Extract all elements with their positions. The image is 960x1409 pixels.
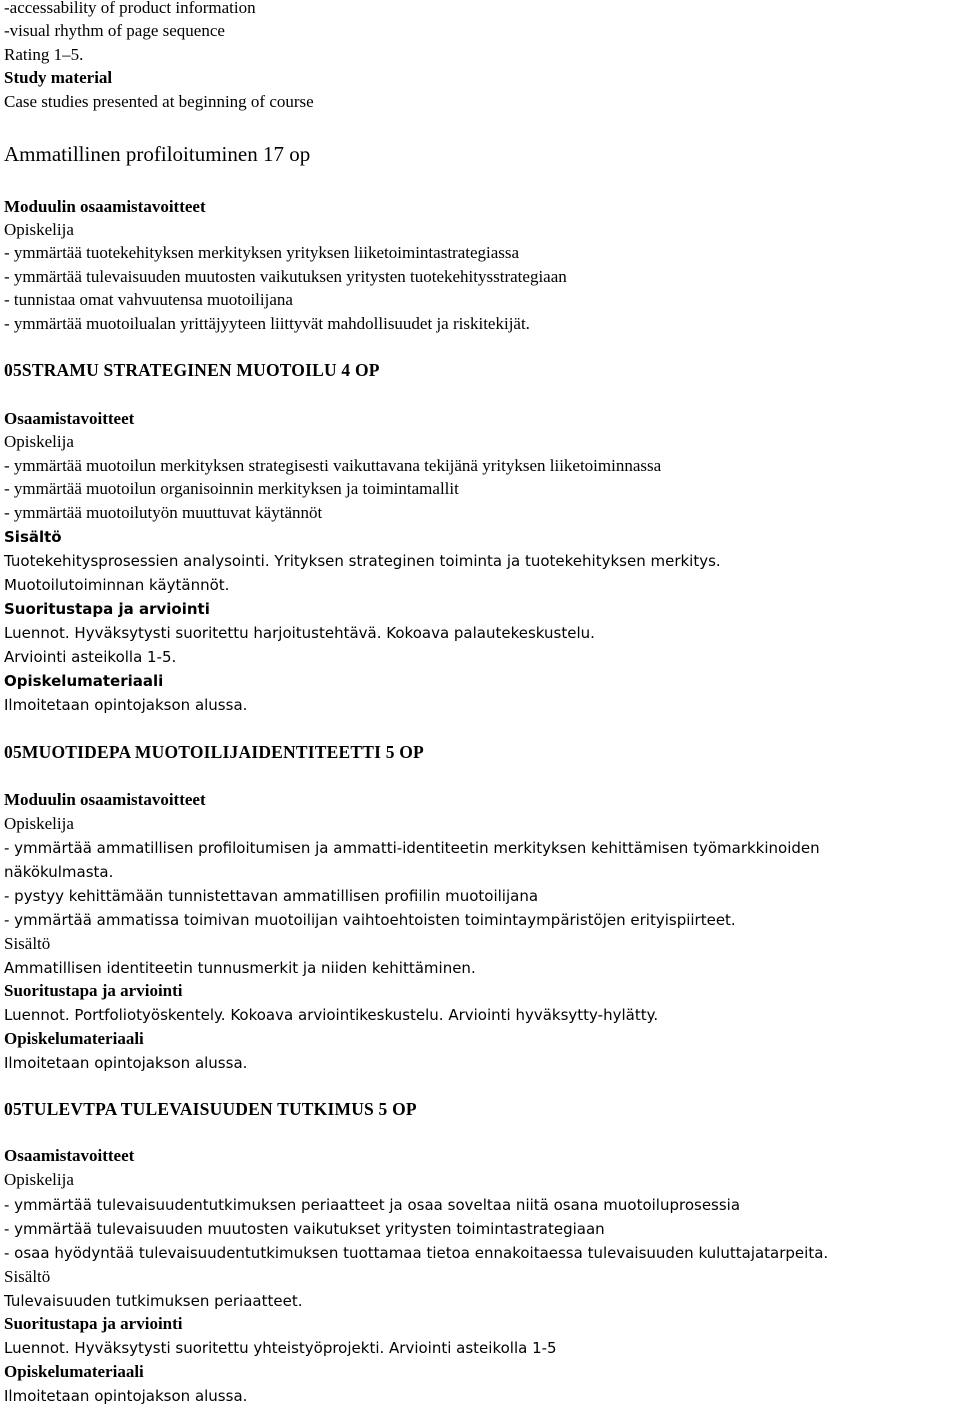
goal-item: - pystyy kehittämään tunnistettavan ammatillisen profiilin muotoilijana: [4, 887, 539, 905]
goal-item: - ymmärtää muotoilutyön muuttuvat käytännöt: [4, 503, 323, 522]
course-title: 05MUOTIDEPA MUOTOILIJAIDENTITEETTI 5 OP: [4, 742, 424, 762]
intro-line: -accessability of product information: [4, 0, 256, 17]
goal-item: - ymmärtää tulevaisuudentutkimuksen periaatteet ja osaa soveltaa niitä osana muotoiluprosessia: [4, 1196, 741, 1214]
assessment-heading: Suoritustapa ja arviointi: [4, 981, 183, 1000]
content-text: Tulevaisuuden tutkimuksen periaatteet.: [4, 1292, 303, 1310]
material-text: Ilmoitetaan opintojakson alussa.: [4, 1054, 248, 1072]
intro-line: Rating 1–5.: [4, 45, 84, 64]
goals-heading: Osaamistavoitteet: [4, 1146, 135, 1165]
course-title: 05TULEVTPA TULEVAISUUDEN TUTKIMUS 5 OP: [4, 1099, 417, 1119]
material-heading: Opiskelumateriaali: [4, 1362, 144, 1381]
goal-item: - tunnistaa omat vahvuutensa muotoilijana: [4, 290, 293, 309]
intro-line: -visual rhythm of page sequence: [4, 21, 225, 40]
goal-item: - ymmärtää muotoilun organisoinnin merkityksen ja toimintamallit: [4, 479, 459, 498]
goal-item: - ymmärtää ammatillisen profiloitumisen ja ammatti-identiteetin merkityksen kehittämisen työmarkkinoiden: [4, 839, 820, 857]
content-heading: Sisältö: [4, 528, 62, 546]
assessment-text: Luennot. Hyväksytysti suoritettu yhteistyöprojekti. Arviointi asteikolla 1-5: [4, 1339, 557, 1357]
student-label: Opiskelija: [4, 814, 74, 833]
assessment-heading: Suoritustapa ja arviointi: [4, 1314, 183, 1333]
content-heading: Sisältö: [4, 1267, 51, 1286]
goal-item: - ymmärtää muotoilualan yrittäjyyteen liittyvät mahdollisuudet ja riskitekijät.: [4, 314, 530, 333]
study-material-text: Case studies presented at beginning of course: [4, 92, 314, 111]
assessment-text: Arviointi asteikolla 1-5.: [4, 648, 177, 666]
goal-item: - osaa hyödyntää tulevaisuudentutkimuksen tuottamaa tietoa ennakoitaessa tulevaisuuden kuluttajatarpeita.: [4, 1244, 829, 1262]
assessment-text: Luennot. Hyväksytysti suoritettu harjoitustehtävä. Kokoava palautekeskustelu.: [4, 624, 595, 642]
material-heading: Opiskelumateriaali: [4, 672, 164, 690]
content-heading: Sisältö: [4, 934, 51, 953]
student-label: Opiskelija: [4, 1170, 74, 1189]
section-title: Ammatillinen profiloituminen 17 op: [4, 142, 311, 166]
assessment-heading: Suoritustapa ja arviointi: [4, 600, 210, 618]
course-title: 05STRAMU STRATEGINEN MUOTOILU 4 OP: [4, 360, 380, 380]
content-text: Muotoilutoiminnan käytännöt.: [4, 576, 230, 594]
goal-item: - ymmärtää tuotekehityksen merkityksen yrityksen liiketoimintastrategiassa: [4, 243, 520, 262]
student-label: Opiskelija: [4, 432, 74, 451]
goal-item: - ymmärtää tulevaisuuden muutosten vaikutuksen yritysten tuotekehitysstrategiaan: [4, 267, 567, 286]
goals-heading: Osaamistavoitteet: [4, 409, 135, 428]
material-text: Ilmoitetaan opintojakson alussa.: [4, 696, 248, 714]
content-text: Tuotekehitysprosessien analysointi. Yrityksen strateginen toiminta ja tuotekehityksen merkitys.: [4, 552, 721, 570]
goals-heading: Moduulin osaamistavoitteet: [4, 790, 206, 809]
goal-item: - ymmärtää muotoilun merkityksen strategisesti vaikuttavana tekijänä yrityksen liiketoiminnassa: [4, 456, 662, 475]
goal-item-continuation: näkökulmasta.: [4, 863, 114, 881]
content-text: Ammatillisen identiteetin tunnusmerkit ja niiden kehittäminen.: [4, 959, 476, 977]
goal-item: - ymmärtää tulevaisuuden muutosten vaikutukset yritysten toimintastrategiaan: [4, 1220, 605, 1238]
goal-item: - ymmärtää ammatissa toimivan muotoilijan vaihtoehtoisten toimintaympäristöjen erityispiirteet.: [4, 911, 736, 929]
material-text: Ilmoitetaan opintojakson alussa.: [4, 1387, 248, 1405]
assessment-text: Luennot. Portfoliotyöskentely. Kokoava arviointikeskustelu. Arviointi hyväksytty-hylätty.: [4, 1006, 659, 1024]
study-material-heading: Study material: [4, 68, 113, 87]
student-label: Opiskelija: [4, 220, 74, 239]
goals-heading: Moduulin osaamistavoitteet: [4, 197, 206, 216]
material-heading: Opiskelumateriaali: [4, 1029, 144, 1048]
